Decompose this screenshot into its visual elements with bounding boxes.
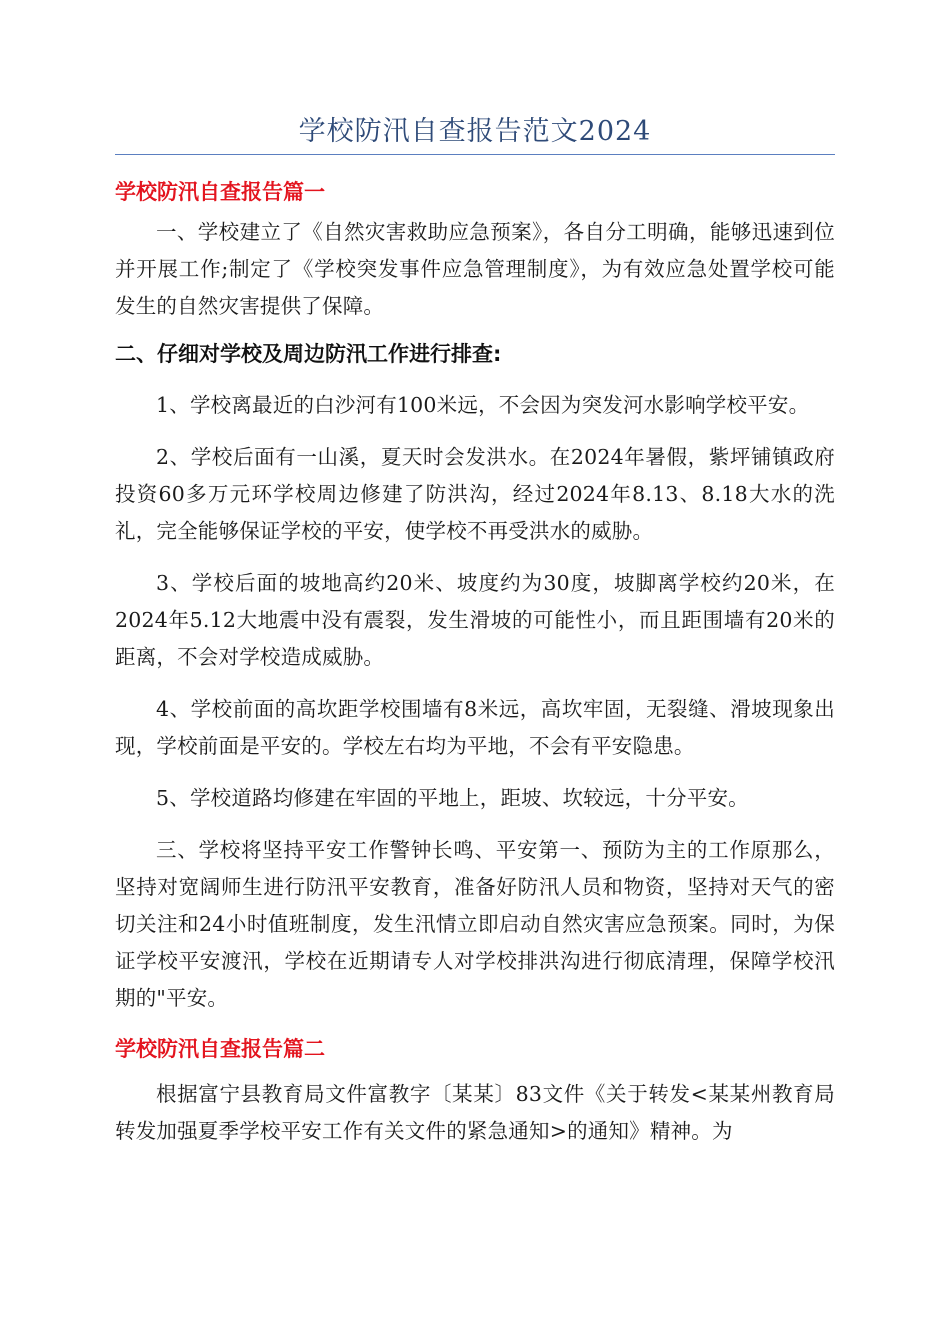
list-item-2: 2、学校后面有一山溪，夏天时会发洪水。在2024年暑假，紫坪铺镇政府投资60多万元环学校周边修建了防洪沟，经过2024年8.13、8.18大水的洗礼，完全能够保证学校的平安，使学校不再受洪水的威胁。: [115, 445, 835, 543]
subheading-2: 二、仔细对学校及周边防汛工作进行排查:: [115, 342, 502, 366]
paragraph-1: 一、学校建立了《自然灾害救助应急预案》，各自分工明确，能够迅速到位并开展工作;制定了《学校突发事件应急管理制度》，为有效应急处置学校可能发生的自然灾害提供了保障。: [115, 220, 835, 318]
section1-heading: 学校防汛自查报告篇一: [115, 180, 325, 204]
document-body: [115, 160, 835, 1150]
list-item-5: 5、学校道路均修建在牢固的平地上，距坡、坎较远，十分平安。: [156, 786, 749, 810]
title-underline: [115, 154, 835, 155]
list-item-3: 3、学校后面的坡地高约20米、坡度约为30度，坡脚离学校约20米，在2024年5.12大地震中没有震裂，发生滑坡的可能性小，而且距围墙有20米的距离，不会对学校造成威胁。: [115, 571, 835, 669]
paragraph-4: 根据富宁县教育局文件富教字〔某某〕83文件《关于转发<某某州教育局转发加强夏季学校平安工作有关文件的紧急通知>的通知》精神。为: [115, 1082, 835, 1143]
list-item-1: 1、学校离最近的白沙河有100米远，不会因为突发河水影响学校平安。: [156, 393, 810, 417]
section2-heading: 学校防汛自查报告篇二: [115, 1037, 325, 1061]
list-item-4: 4、学校前面的高坎距学校围墙有8米远，高坎牢固，无裂缝、滑坡现象出现，学校前面是平安的。学校左右均为平地，不会有平安隐患。: [115, 697, 835, 758]
paragraph-3: 三、学校将坚持平安工作警钟长鸣、平安第一、预防为主的工作原那么，坚持对宽阔师生进行防汛平安教育，准备好防汛人员和物资，坚持对天气的密切关注和24小时值班制度，发生汛情立即启动自然灾害应急预案。同时，为保证学校平安渡汛，学校在近期请专人对学校排洪沟进行彻底清理，保障学校汛期的"平安。: [115, 838, 835, 1010]
document-title: 学校防汛自查报告范文2024: [298, 116, 652, 147]
